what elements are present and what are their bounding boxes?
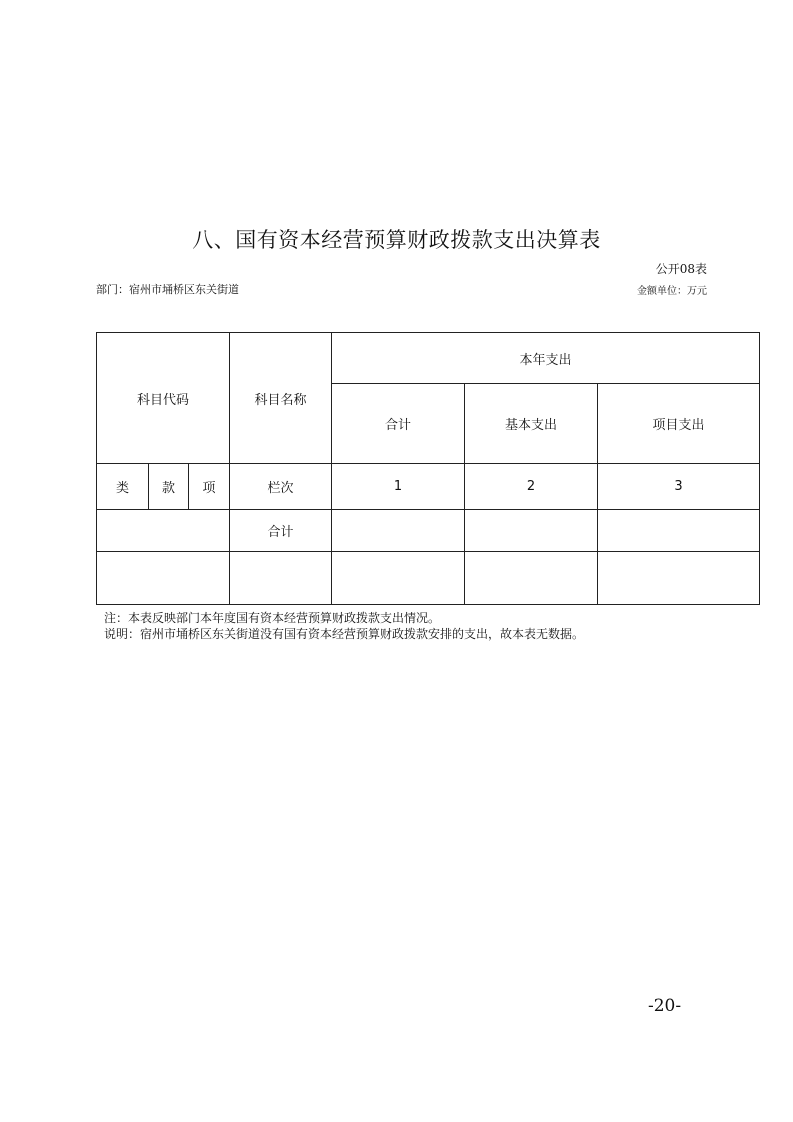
total-row-project-cell (598, 510, 760, 552)
notes-block (104, 610, 584, 642)
expenditure-table (96, 332, 760, 605)
header-subject-code: 科目代码 (97, 333, 230, 464)
table-explanation: 说明：宿州市埇桥区东关街道没有国有资本经营预算财政拨款安排的支出，故本表无数据。 (104, 627, 585, 641)
empty-row-total-cell (332, 552, 465, 605)
header-total: 合计 (332, 384, 465, 464)
column-index-1: 1 (332, 464, 465, 510)
column-index-2: 2 (465, 464, 598, 510)
row-index-label: 栏次 (230, 464, 332, 510)
table-note: 注：本表反映部门本年度国有资本经营预算财政拨款支出情况。 (104, 611, 441, 625)
total-row-basic-cell (465, 510, 598, 552)
subheader-lei: 类 (97, 464, 149, 510)
subheader-kuan: 款 (149, 464, 189, 510)
column-index-3: 3 (598, 464, 760, 510)
empty-row-name-cell (230, 552, 332, 605)
total-row-total-cell (332, 510, 465, 552)
unit-label: 金额单位：万元 (637, 286, 707, 297)
empty-row-code-cell (97, 552, 230, 605)
empty-row-basic-cell (465, 552, 598, 605)
total-row-code-cell (97, 510, 230, 552)
total-row-label: 合计 (230, 510, 332, 552)
header-current-year-expense: 本年支出 (332, 333, 760, 384)
header-basic-expense: 基本支出 (465, 384, 598, 464)
department-label: 部门：宿州市埇桥区东关街道 (96, 283, 239, 296)
empty-row-project-cell (598, 552, 760, 605)
subheader-xiang: 项 (189, 464, 230, 510)
form-number: 公开08表 (655, 262, 707, 276)
page-number: -20- (648, 996, 682, 1016)
page-title: 八、国有资本经营预算财政拨款支出决算表 (192, 228, 601, 252)
header-project-expense: 项目支出 (598, 384, 760, 464)
header-subject-name: 科目名称 (230, 333, 332, 464)
